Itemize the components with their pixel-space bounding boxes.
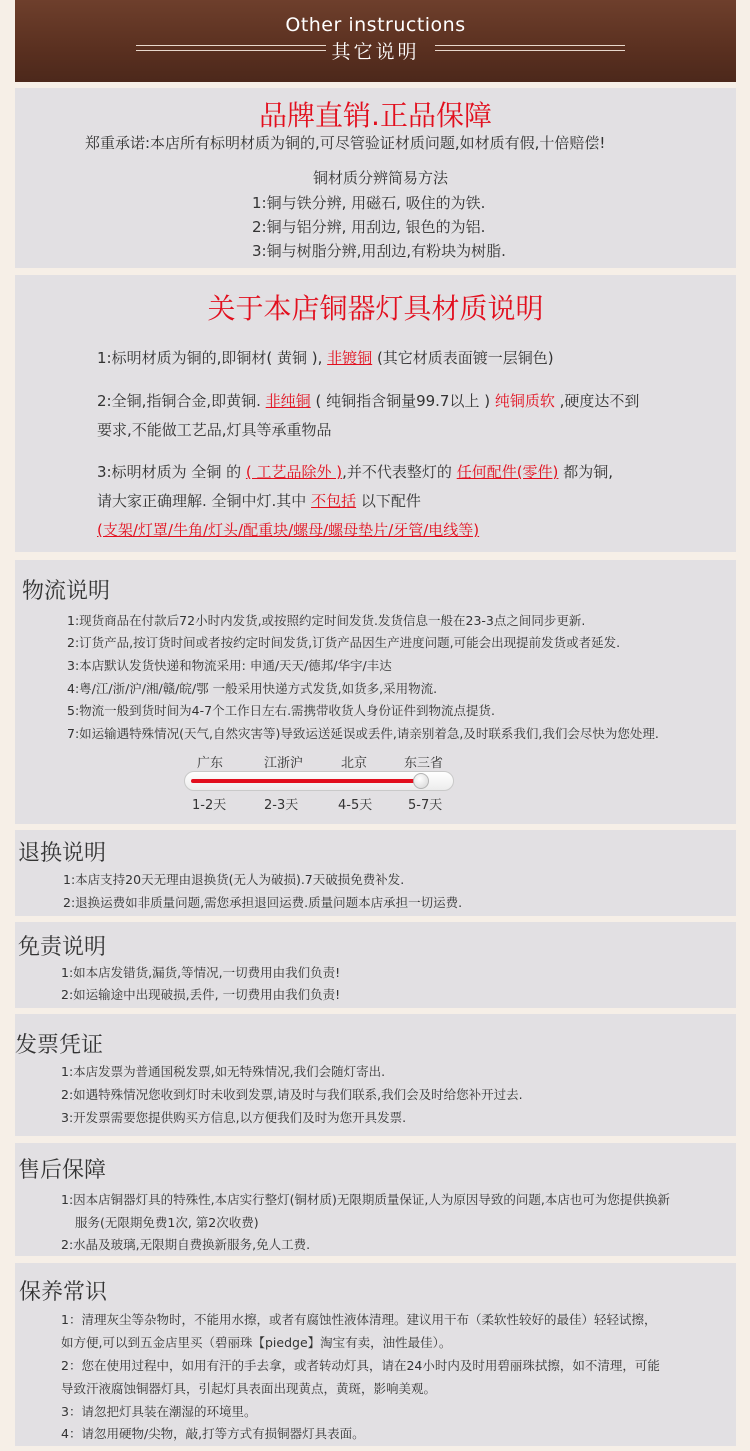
highlight: 纯铜质软 xyxy=(494,392,555,410)
aftersale-item-cont: 服务(无限期免费1次, 第2次收费) xyxy=(75,1215,259,1230)
region-label: 广东 xyxy=(197,756,224,771)
invoice-item: 1:本店发票为普通国税发票,如无特殊情况,我们会随灯寄出. xyxy=(61,1064,386,1079)
disclaimer-item: 2:如运输途中出现破损,丢件, 一切费用由我们负责! xyxy=(61,987,341,1002)
material-item-2 xyxy=(97,390,639,411)
delivery-slider-knob xyxy=(413,773,429,789)
aftersale-item: 1:因本店铜器灯具的特殊性,本店实行整灯(铜材质)无限期质量保证,人为原因导致的问题,本店也可为您提供换新 xyxy=(61,1192,670,1207)
material-item-3-cont xyxy=(97,490,421,511)
logistics-item: 4:粤/江/浙/沪/湘/赣/皖/鄂 一般采用快递方式发货,如货多,采用物流. xyxy=(67,681,438,696)
text: 以下配件 xyxy=(356,492,421,510)
returns-item: 1:本店支持20天无理由退换货(无人为破损).7天破损免费补发. xyxy=(63,872,405,887)
brand-title: 品牌直销.正品保障 xyxy=(259,99,492,132)
method-item: 1:铜与铁分辨, 用磁石, 吸住的为铁. xyxy=(252,194,486,212)
returns-title: 退换说明 xyxy=(18,841,107,866)
method-item: 3:铜与树脂分辨,用刮边,有粉块为树脂. xyxy=(252,242,506,260)
invoice-panel xyxy=(15,1014,736,1136)
region-label: 东三省 xyxy=(404,756,444,771)
logistics-item: 2:订货产品,按订货时间或者按约定时间发货,订货产品因生产进度问题,可能会出现提前发货或者延发. xyxy=(67,635,621,650)
days-label: 1-2天 xyxy=(192,798,227,813)
material-item-1 xyxy=(97,347,554,368)
disclaimer-item: 1:如本店发错货,漏货,等情况,一切费用由我们负责! xyxy=(61,965,341,980)
days-label: 4-5天 xyxy=(338,798,373,813)
care-panel xyxy=(15,1263,736,1446)
text: ,硬度达不到 xyxy=(554,392,640,410)
material-panel xyxy=(15,275,736,552)
method-item: 2:铜与铝分辨, 用刮边, 银色的为铝. xyxy=(252,218,486,236)
disclaimer-panel xyxy=(15,922,736,1008)
days-label: 5-7天 xyxy=(408,798,443,813)
logistics-item: 5:物流一般到货时间为4-7个工作日左右.需携带收货人身份证件到物流点提货. xyxy=(67,703,496,718)
logistics-item: 7:如运输遇特殊情况(天气,自然灾害等)导致运送延误或丢件,请亲别着急,及时联系我们,我们会尽快为您处理. xyxy=(67,726,659,741)
material-item-2-cont: 要求,不能做工艺品,灯具等承重物品 xyxy=(97,421,332,439)
region-label: 江浙沪 xyxy=(264,756,304,771)
delivery-slider xyxy=(184,771,454,791)
care-item: 2：您在使用过程中，如用有汗的手去拿，或者转动灯具，请在24小时内及时用碧丽珠拭擦，如不清理，可能 xyxy=(61,1358,660,1373)
brand-panel xyxy=(15,88,736,268)
text: 2:全铜,指铜合金,即黄铜. xyxy=(97,392,266,410)
text: (其它材质表面镀一层铜色) xyxy=(372,349,554,367)
brand-promise: 郑重承诺:本店所有标明材质为铜的,可尽管验证材质问题,如材质有假,十倍赔偿! xyxy=(85,134,606,152)
logistics-title: 物流说明 xyxy=(22,579,111,604)
text: ( 纯铜指含铜量99.7以上 ) xyxy=(310,392,495,410)
logistics-item: 3:本店默认发货快递和物流采用: 申通/天天/德邦/华宇/丰达 xyxy=(67,658,392,673)
aftersale-panel xyxy=(15,1143,736,1256)
logistics-item: 1:现货商品在付款后72小时内发货,或按照约定时间发货.发货信息一般在23-3点之间同步更新. xyxy=(67,613,586,628)
delivery-slider-fill xyxy=(191,779,421,783)
care-title: 保养常识 xyxy=(19,1280,108,1305)
highlight: 非纯铜 xyxy=(265,392,311,410)
invoice-title: 发票凭证 xyxy=(15,1033,104,1058)
material-title: 关于本店铜器灯具材质说明 xyxy=(207,292,544,325)
invoice-item: 3:开发票需要您提供购买方信息,以方便我们及时为您开具发票. xyxy=(61,1110,407,1125)
text: 都为铜, xyxy=(558,463,613,481)
aftersale-item: 2:水晶及玻璃,无限期自费换新服务,免人工费. xyxy=(61,1237,311,1252)
header-title-zh: 其它说明 xyxy=(331,41,420,63)
highlight: 非镀铜 xyxy=(327,349,373,367)
method-title: 铜材质分辨简易方法 xyxy=(313,169,449,187)
disclaimer-title: 免责说明 xyxy=(18,935,107,960)
care-item-cont: 导致汗液腐蚀铜器灯具，引起灯具表面出现黄点，黄斑，影响美观。 xyxy=(61,1381,437,1396)
material-item-3 xyxy=(97,461,613,482)
care-item: 3：请忽把灯具装在潮湿的环境里。 xyxy=(61,1404,257,1419)
region-label: 北京 xyxy=(341,756,368,771)
days-label: 2-3天 xyxy=(264,798,299,813)
highlight: 任何配件(零件) xyxy=(456,463,559,481)
returns-item: 2:退换运费如非质量问题,需您承担退回运费.质量问题本店承担一切运费. xyxy=(63,895,463,910)
care-item-cont: 如方便,可以到五金店里买（碧丽珠【piedge】淘宝有卖，油性最佳）。 xyxy=(61,1335,452,1350)
text: 请大家正确理解. 全铜中灯.其中 xyxy=(97,492,312,510)
invoice-item: 2:如遇特殊情况您收到灯时未收到发票,请及时与我们联系,我们会及时给您补开过去. xyxy=(61,1087,523,1102)
section-header xyxy=(15,0,736,82)
returns-panel xyxy=(15,830,736,916)
excluded-parts: (支架/灯罩/牛角/灯头/配重块/螺母/螺母垫片/牙管/电线等) xyxy=(97,521,480,539)
text: 3:标明材质为 全铜 的 xyxy=(97,463,246,481)
highlight: 不包括 xyxy=(311,492,357,510)
text: 1:标明材质为铜的,即铜材( 黄铜 ), xyxy=(97,349,328,367)
care-item: 1：清理灰尘等杂物时，不能用水擦，或者有腐蚀性液体清理。建议用干布（柔软性较好的最佳）轻轻试擦， xyxy=(61,1312,657,1327)
header-divider-right xyxy=(435,45,625,51)
highlight: ( 工艺品除外 ) xyxy=(245,463,343,481)
text: ,并不代表整灯的 xyxy=(342,463,457,481)
header-title-en: Other instructions xyxy=(285,14,466,36)
aftersale-title: 售后保障 xyxy=(18,1158,107,1183)
care-item: 4：请忽用硬物/尖物，敲,打等方式有损铜器灯具表面。 xyxy=(61,1426,365,1441)
